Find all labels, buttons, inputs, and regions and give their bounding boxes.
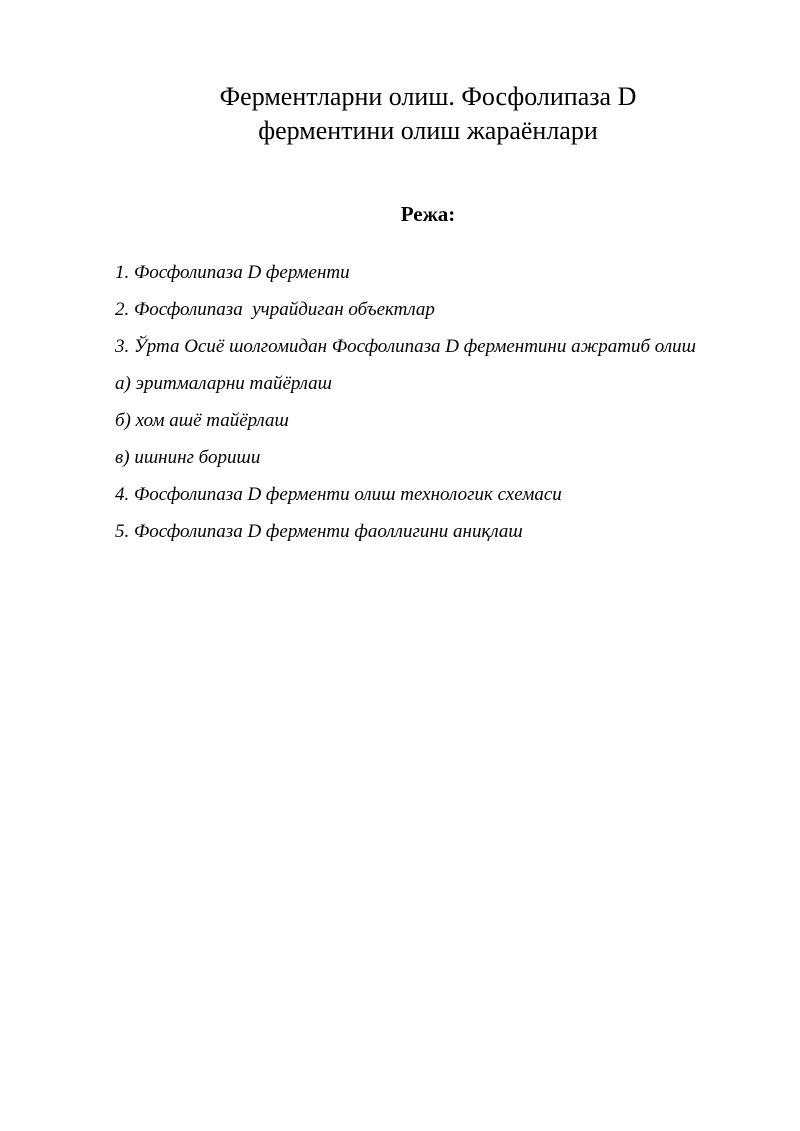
plan-item: 2. Фосфолипаза учрайдиган объектлар: [115, 299, 435, 320]
document-title-line-1: Ферментларни олиш. Фосфолипаза D: [219, 82, 637, 111]
plan-list: [115, 254, 743, 550]
plan-item: 3. Ўрта Осиё шолгомидан Фосфолипаза D ферментини ажратиб олиш: [115, 336, 696, 357]
plan-item: в) ишнинг бориши: [115, 447, 261, 468]
plan-item: 1. Фосфолипаза D ферменти: [115, 262, 350, 283]
plan-item: 4. Фосфолипаза D ферменти олиш технологик схемаси: [115, 484, 562, 505]
plan-item: 5. Фосфолипаза D ферменти фаоллигини аниқлаш: [115, 521, 523, 542]
plan-item: а) эритмаларни тайёрлаш: [115, 373, 333, 394]
document-title: [100, 80, 756, 148]
plan-item: б) хом ашё тайёрлаш: [115, 410, 289, 431]
plan-heading: Режа:: [400, 202, 456, 226]
document-title-line-2: ферментини олиш жараёнлари: [258, 116, 598, 145]
